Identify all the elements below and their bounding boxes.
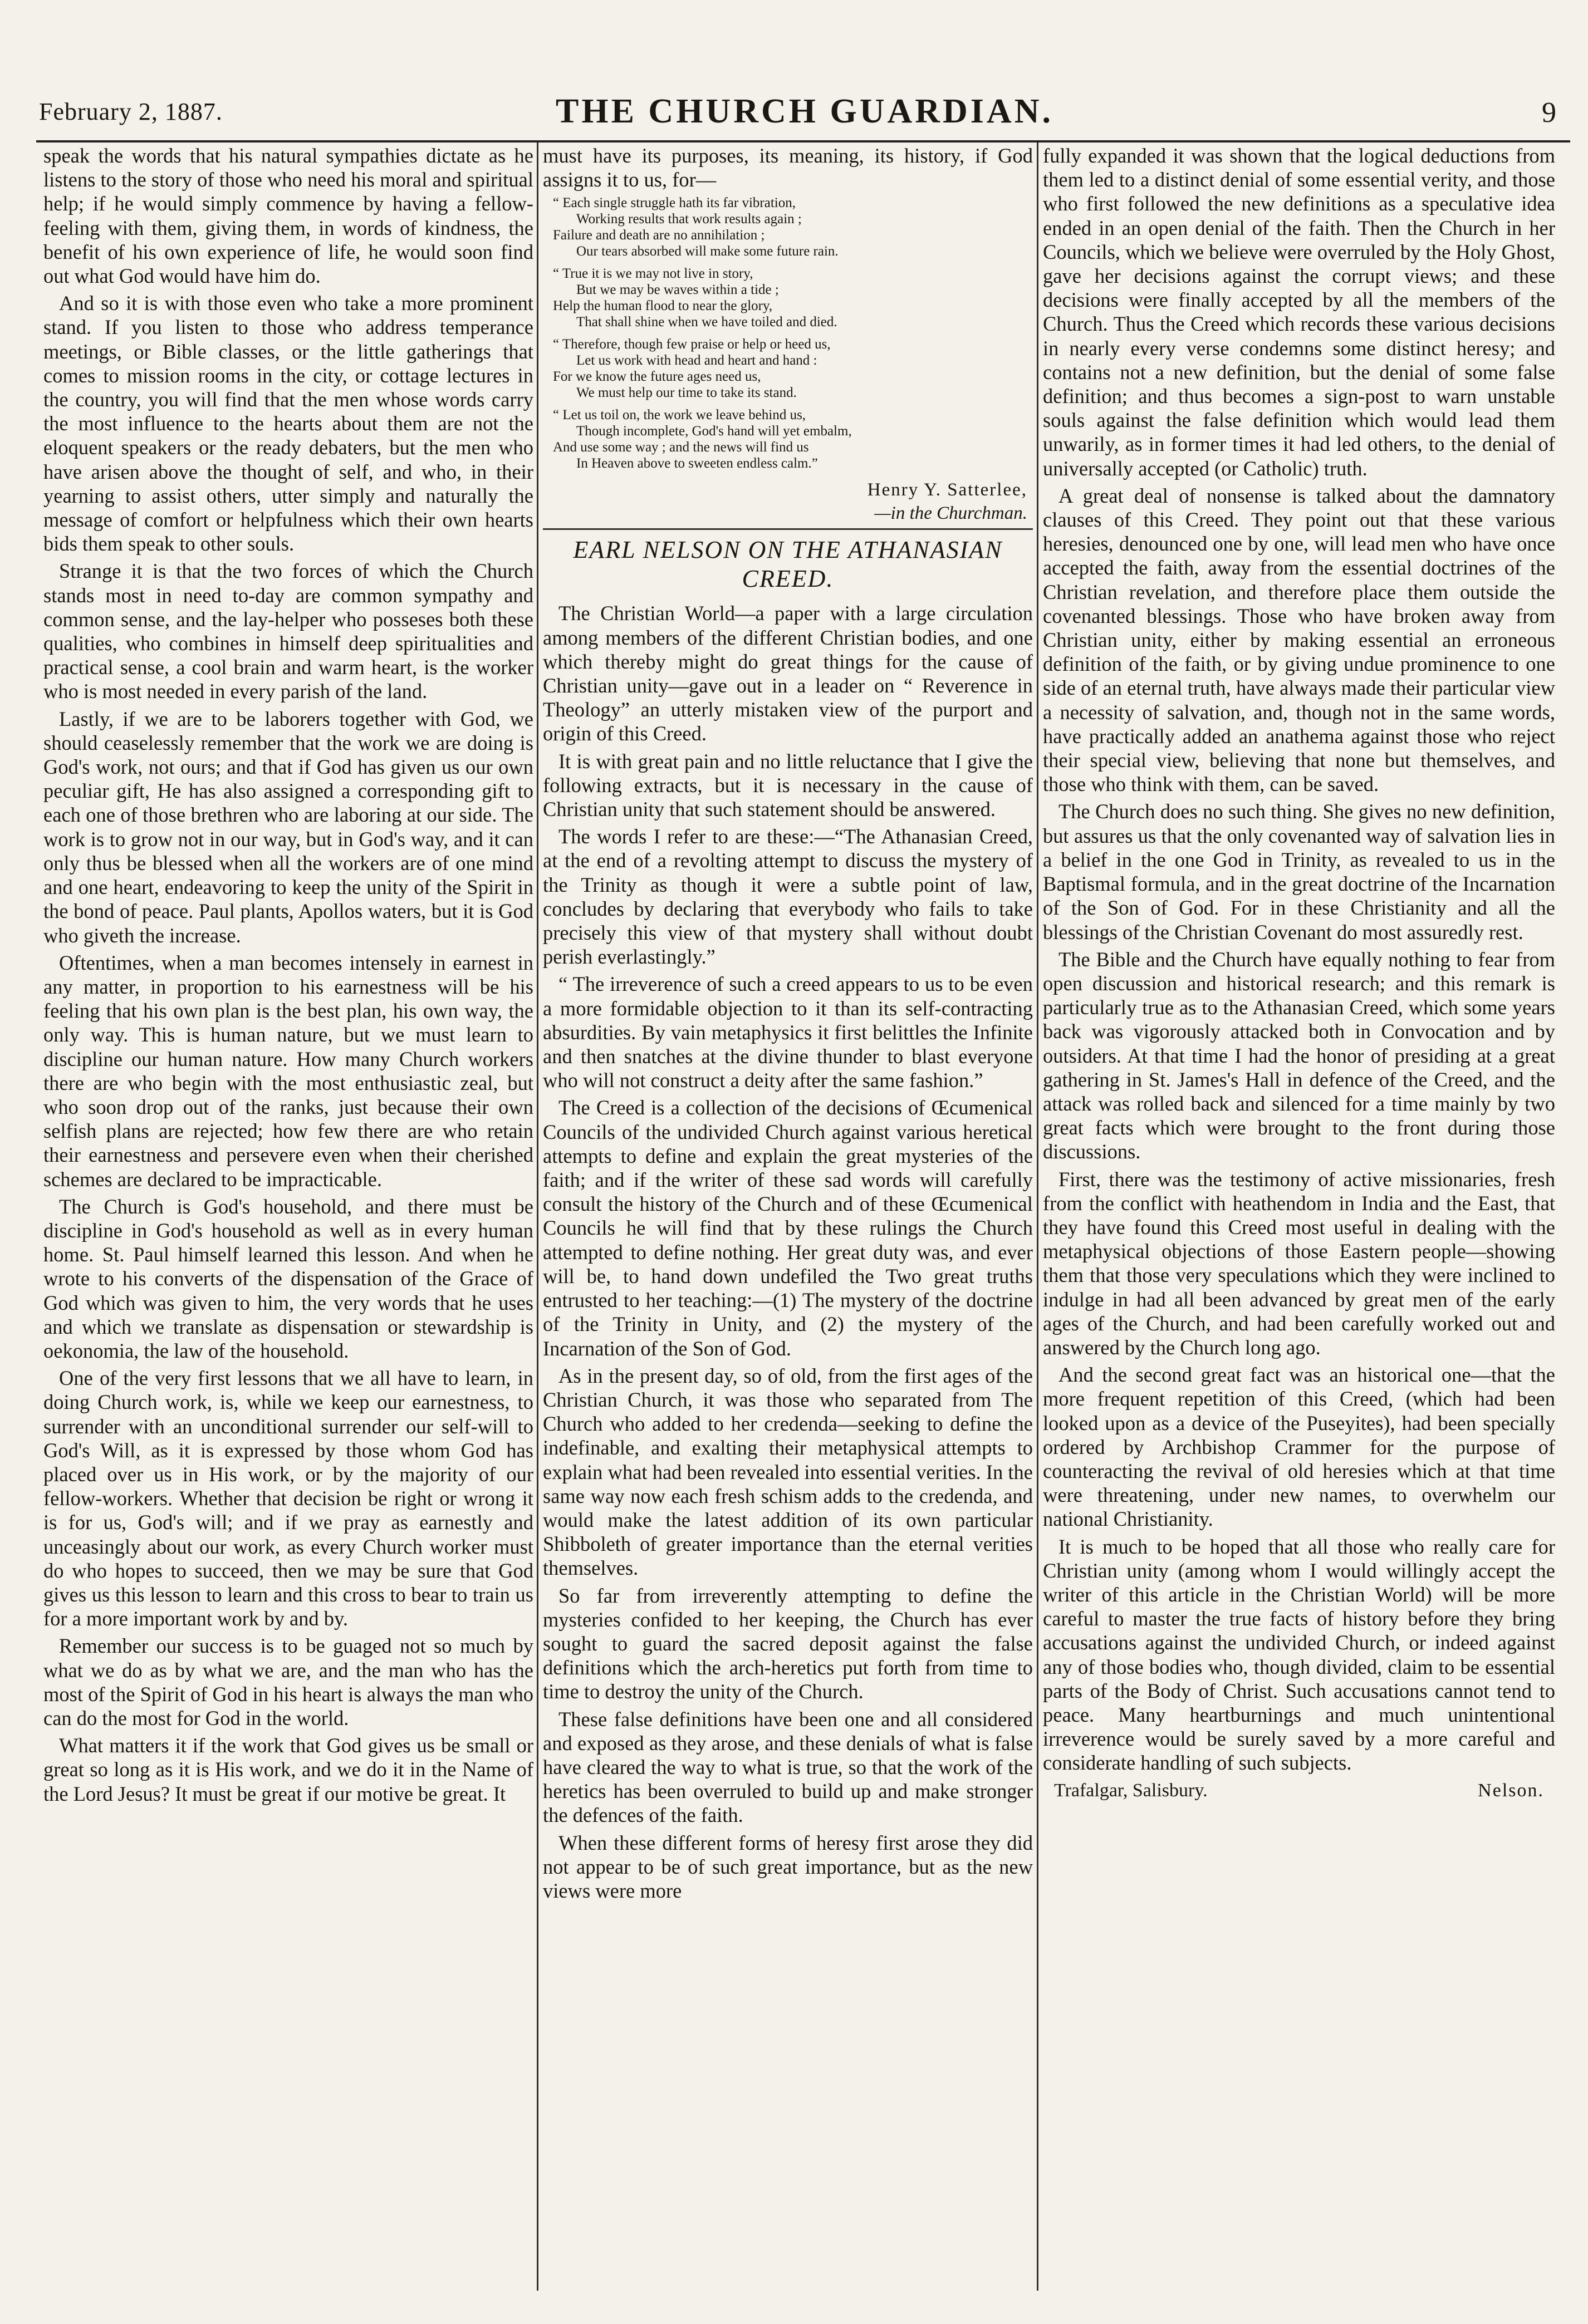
poem-line: “ Therefore, though few praise or help or heed us, bbox=[553, 337, 831, 352]
poem-line: In Heaven above to sweeten endless calm.” bbox=[576, 456, 818, 471]
poem-line: Working results that work results again ; bbox=[576, 212, 802, 227]
column-divider bbox=[537, 143, 538, 2291]
paragraph: It is much to be hoped that all those who really care for Christian unity (among whom I would willingly accept the writer of this article in the Christian World) will be more careful to master the true facts of history before they bring accusations against the undivided Church, or indeed against any of those bodies who, though divided, claim to be essential parts of the Body of Christ. Such accusations cannot tend to peace. Many heartburnings and much unintentional irreverence would be surely saved by a more careful and considerate handling of such subjects. bbox=[1043, 1535, 1555, 1775]
poem-line: “ Each single struggle hath its far vibration, bbox=[553, 195, 796, 211]
poem-line: Let us work with head and heart and hand : bbox=[576, 353, 817, 369]
paragraph: Lastly, if we are to be laborers together with God, we should ceaselessly remember that the work we are doing is God's work, not ours; and that if God has given us our own peculiar gift, He has also assigned a corresponding gift to each one of those brethren who are laboring at our side. The work is to grow not in our way, but in God's way, and it can only thus be blessed when all the workers are of one mind and one heart, endeavoring to keep the unity of the Spirit in the bond of peace. Paul plants, Apollos waters, but it is God who giveth the increase. bbox=[43, 707, 533, 947]
paragraph: It is with great pain and no little reluctance that I give the following extracts, but it is necessary in the cause of Christian unity that such statement should be answered. bbox=[543, 749, 1033, 821]
poem-stanza bbox=[543, 407, 1033, 471]
article-signature bbox=[1043, 1778, 1555, 1802]
poem-stanza bbox=[543, 336, 1033, 401]
section-rule bbox=[543, 528, 1033, 530]
paragraph: Oftentimes, when a man becomes intensely in earnest in any matter, in proportion to his earnestness will be his feeling that his own plan is the best plan, his own way, the only way. This is human nature, but we must learn to discipline our human nature. How many Church workers there are who begin with the most enthusiastic zeal, but who soon drop out of the ranks, just because their own selfish plans are rejected; how few there are who retain their earnestness and persevere even when their cherished schemes are declared to be impracticable. bbox=[43, 951, 533, 1191]
page-number: 9 bbox=[1542, 97, 1556, 129]
signature-name: Henry Y. Satterlee, bbox=[867, 480, 1027, 500]
column-3 bbox=[1043, 144, 1555, 2302]
column-1 bbox=[43, 144, 533, 2302]
paragraph: Strange it is that the two forces of which the Church stands most in need to-day are common sympathy and common sense, and the lay-helper who posseses both these qualities, who combines in himself deep spiritualities and practical sense, a cool brain and warm heart, is the worker who is most needed in every parish of the land. bbox=[43, 559, 533, 703]
paragraph: must have its purposes, its meaning, its history, if God assigns it to us, for— bbox=[543, 144, 1033, 191]
poem-line: Failure and death are no annihilation ; bbox=[553, 228, 765, 243]
paragraph: First, there was the testimony of active missionaries, fresh from the conflict with heathendom in India and the East, that they have found this Creed most useful in dealing with the metaphysical objections of those Eastern people—showing them that those very speculations which they were inclined to indulge in had all been advanced by great men of the early ages of the Church, and had been carefully worked out and answered by the Church long ago. bbox=[1043, 1167, 1555, 1359]
masthead-rule bbox=[36, 140, 1570, 143]
paragraph: So far from irreverently attempting to define the mysteries confided to her keeping, the Church has ever sought to guard the sacred deposit against the false definitions which the arch-heretics put forth from time to time to destroy the unity of the Church. bbox=[543, 1584, 1033, 1703]
signature-place: Trafalgar, Salisbury. bbox=[1054, 1780, 1208, 1801]
article-heading: EARL NELSON ON THE ATHANASIAN CREED. bbox=[573, 536, 1003, 593]
signature-name: Nelson. bbox=[1478, 1780, 1544, 1801]
poem-line: “ Let us toil on, the work we leave behind us, bbox=[553, 407, 806, 423]
paragraph: And so it is with those even who take a more prominent stand. If you listen to those who address temperance meetings, or Bible classes, or the little gatherings that comes to mission rooms in the city, or cottage lectures in the country, you will find that the men whose words carry the most influence to the hearts about them are not the eloquent speakers or the ready debaters, but the men who have arisen above the thought of self, and who, in their yearning to assist others, utter simply and naturally the message of comfort or helpfulness which their own hearts bids them speak to other souls. bbox=[43, 292, 533, 556]
poem-line: And use some way ; and the news will find us bbox=[553, 440, 809, 455]
paragraph: The Church does no such thing. She gives no new definition, but assures us that the only covenanted way of salvation lies in a belief in the one God in Trinity, as revealed to us in the Baptismal formula, and in the great doctrine of the Incarnation of the Son of God. For in these Christianity and all the blessings of the Christian Covenant do most assuredly rest. bbox=[1043, 800, 1555, 944]
poem-line: We must help our time to take its stand. bbox=[576, 385, 797, 401]
poem-stanza bbox=[543, 195, 1033, 259]
paragraph: The Church is God's household, and there must be discipline in God's household as well as in every human home. St. Paul himself learned this lesson. And when he wrote to his converts of the dispensation of the Grace of God which was given to him, the very words that he uses and which we translate as dispensation or stewardship is oekonomia, the law of the household. bbox=[43, 1195, 533, 1362]
paragraph: These false definitions have been one and all considered and exposed as they arose, and these denials of what is false have cleared the way to what is true, so that the work of the heretics has been overruled to build up and make stronger the defences of the faith. bbox=[543, 1707, 1033, 1827]
paragraph: “ The irreverence of such a creed appears to us to be even a more formidable objection to it than its self-contracting absurdities. By vain metaphysics it first belittles the Infinite and then snatches at the divine thunder to blast everyone who will not construct a deity after the same fashion.” bbox=[543, 972, 1033, 1092]
paragraph: One of the very first lessons that we all have to learn, in doing Church work, is, while we keep our earnestness, to surrender with an unconditional surrender our self-will to God's Will, as it is expressed by those whom God has placed over us in His work, or by the majority of our fellow-workers. Whether that decision be right or wrong it is for us, God's will; and if we pray as earnestly and unceasingly about our work, as every Church worker must do who hopes to succeed, then we may be sure that God gives us this lesson to learn and this cross to bear to train us for a more important work by and by. bbox=[43, 1367, 533, 1630]
paragraph: A great deal of nonsense is talked about the damnatory clauses of this Creed. They point out that these various heresies, denounced one by one, will lead men who have once accepted the faith, away from the essential doctrines of the Christian revelation, and therefore place them outside the covenanted blessings. Those who have broken away from Christian unity, either by making essential an erroneous definition of the faith, or by giving undue prominence to one side of an eternal truth, have always made their particular view a necessity of salvation, and, though not in the same words, have practically added an anathema against those who reject their special view, believing that none but themselves, and those who think with them, can be saved. bbox=[1043, 484, 1555, 796]
column-divider bbox=[1037, 143, 1038, 2291]
paragraph: The Bible and the Church have equally nothing to fear from open discussion and historical research; and this remark is particularly true as to the Athanasian Creed, which some years back was vigorously attacked both in Convocation and by outsiders. At that time I had the honor of presiding at a great gathering in St. James's Hall in defence of the Creed, and the attack was rolled back and silenced for a time mainly by two great facts which were brought to the front during those discussions. bbox=[1043, 947, 1555, 1163]
paragraph: The words I refer to are these:—“The Athanasian Creed, at the end of a revolting attempt to discuss the mystery of the Trinity as though it were a subtle point of law, concludes by declaring that everybody who fails to take precisely this view of that mystery shall without doubt perish everlastingly.” bbox=[543, 825, 1033, 969]
paragraph: When these different forms of heresy first arose they did not appear to be of such great importance, but as the new views were more bbox=[543, 1831, 1033, 1902]
paragraph: The Creed is a collection of the decisions of Œcumenical Councils of the undivided Church against various heretical attempts to define and explain the great mysteries of the faith; and if the writer of these sad words will carefully consult the history of the Church and of these Œcumenical Councils he will find that by these rulings the Church attempted to define nothing. Her great duty was, and ever will be, to hand down undefiled the Two great truths entrusted to her teaching:—(1) The mystery of the doctrine of the Trinity in Unity, and (2) the mystery of the Incarnation of the Son of God. bbox=[543, 1096, 1033, 1360]
poem bbox=[543, 195, 1033, 471]
poem-line: But we may be waves within a tide ; bbox=[576, 282, 779, 298]
paragraph: speak the words that his natural sympathies dictate as he listens to the story of those who need his moral and spiritual help; if he would simply commence by having a fellow-feeling with them, giving them, in words of kindness, the benefit of his own experience of life, he would soon find out what God would have him do. bbox=[43, 144, 533, 288]
paragraph: fully expanded it was shown that the logical deductions from them led to a distinct denial of some essential verity, and those who first followed the new definitions as a speculative idea ended in an open denial of the faith. Then the Church in her Councils, which we believe were overruled by the Holy Ghost, gave her decisions against the corrupt views; and these decisions were finally accepted by all the members of the Church. Thus the Creed which records these various decisions in nearly every verse condemns some distinct heresy; and contains not a new definition, but the denial of some false definition; and thus becomes a sign-post to warn unstable souls against the false definition which would lead them unwarily, as in former times it had led others, to the denial of universally accepted (or Catholic) truth. bbox=[1043, 144, 1555, 480]
signature-source: —in the Churchman. bbox=[874, 503, 1027, 524]
column-2 bbox=[543, 144, 1033, 2302]
poem-line: “ True it is we may not live in story, bbox=[553, 266, 753, 282]
issue-date: February 2, 1887. bbox=[39, 98, 223, 125]
paragraph: What matters it if the work that God gives us be small or great so long as it is His work, and we do it in the Name of the Lord Jesus? It must be great if our motive be great. It bbox=[43, 1734, 533, 1805]
poem-signature bbox=[543, 478, 1027, 525]
newspaper-title: THE CHURCH GUARDIAN. bbox=[556, 92, 1053, 130]
poem-line: Our tears absorbed will make some future rain. bbox=[576, 244, 839, 259]
paragraph: And the second great fact was an historical one—that the more frequent repetition of this Creed, (which had been looked upon as a device of the Puseyites), had been specially ordered by Archbishop Crammer for the purpose of counteracting the revival of old heresies which at that time were threatening, under new names, to overwhelm our national Christianity. bbox=[1043, 1363, 1555, 1531]
paragraph: As in the present day, so of old, from the first ages of the Christian Church, it was those who separated from The Church who added to her credenda—seeking to define the indefinable, and exalting their metaphysical attempts to explain what had been revealed into essential verities. In the same way now each fresh schism adds to the credenda, and would make the latest addition of its own particular Shibboleth of greater importance than the eternal verities themselves. bbox=[543, 1364, 1033, 1580]
poem-stanza bbox=[543, 266, 1033, 330]
poem-line: Help the human flood to near the glory, bbox=[553, 298, 773, 314]
poem-line: Though incomplete, God's hand will yet embalm, bbox=[576, 424, 852, 439]
poem-line: That shall shine when we have toiled and died. bbox=[576, 315, 837, 330]
paragraph: Remember our success is to be guaged not so much by what we do as by what we are, and the man who has the most of the Spirit of God in his heart is always the man who can do the most for God in the world. bbox=[43, 1634, 533, 1730]
paragraph: The Christian World—a paper with a large circulation among members of the different Christian bodies, and one which thereby might do great things for the cause of Christian unity—gave out in a leader on “ Reverence in Theology” an utterly mistaken view of the purport and origin of this Creed. bbox=[543, 602, 1033, 745]
poem-line: For we know the future ages need us, bbox=[553, 369, 761, 385]
masthead bbox=[39, 92, 1570, 142]
